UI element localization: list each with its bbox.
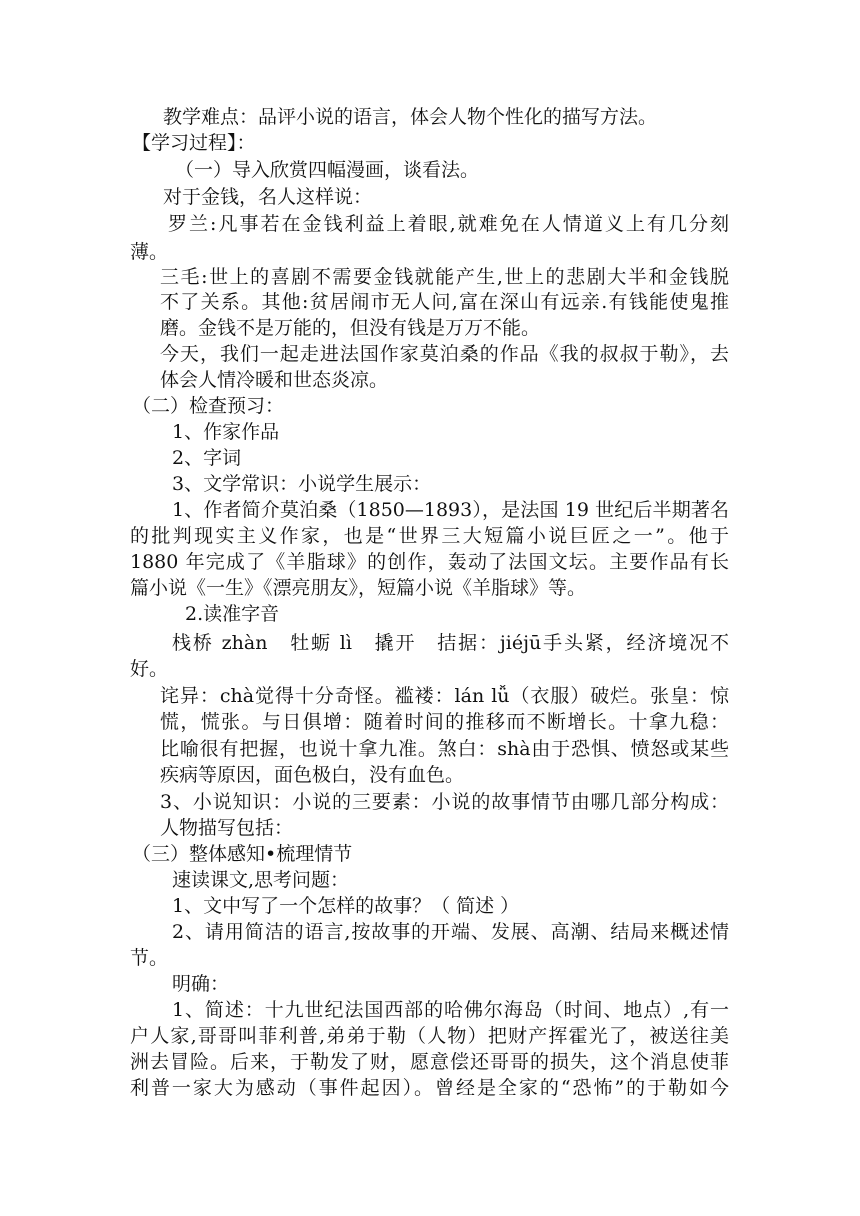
text-line: 1、简述：十九世纪法国西部的哈佛尔海岛（时间、地点）,有一 — [172, 999, 729, 1021]
text-line: 户人家,哥哥叫菲利普,弟弟于勒（人物）把财产挥霍光了，被送往美 — [130, 1025, 729, 1047]
text-line: 磨。金钱不是万能的，但没有钱是万万不能。 — [160, 317, 541, 339]
text-line: 节。 — [130, 947, 169, 969]
text-line: 不了关系。其他:贫居闹市无人问,富在深山有远亲.有钱能使鬼推 — [160, 291, 729, 313]
text-line: 教学难点：品评小说的语言，体会人物个性化的描写方法。 — [163, 106, 658, 128]
text-line: 篇小说《一生》《漂亮朋友》，短篇小说《羊脂球》等。 — [130, 577, 587, 599]
text-line: 1、文中写了一个怎样的故事？（ 简述 ） — [172, 895, 520, 917]
text-line: 2、字词 — [172, 447, 242, 469]
text-line: 人物描写包括： — [160, 817, 294, 839]
text-line: 疾病等原因，面色极白，没有血色。 — [160, 764, 465, 786]
text-line: 罗兰:凡事若在金钱利益上着眼,就难免在人情道义上有几分刻 — [168, 213, 729, 235]
text-line: 利普一家大为感动（事件起因）。曾经是全家的“恐怖”的于勒如今 — [130, 1077, 729, 1099]
section-heading: （二）检查预习： — [132, 395, 285, 417]
text-line: 比喻很有把握，也说十拿九准。煞白：shà由于恐惧、愤怒或某些 — [160, 738, 729, 760]
text-line: 2、请用简洁的语言,按故事的开端、发展、高潮、结局来概述情 — [172, 921, 729, 943]
text-line: 2.读准字音 — [185, 603, 280, 625]
text-line: 薄。 — [130, 241, 169, 263]
text-line: 对于金钱，名人这样说： — [163, 186, 373, 208]
text-line: 速读课文,思考问题： — [172, 869, 350, 891]
text-line: 3、文学常识：小说学生展示： — [172, 473, 432, 495]
text-line: 体会人情冷暖和世态炎凉。 — [160, 369, 389, 391]
text-line: 的批判现实主义作家，也是“世界三大短篇小说巨匠之一”。他于 — [130, 525, 729, 547]
text-line: 1880 年完成了《羊脂球》的创作，轰动了法国文坛。主要作品有长 — [130, 551, 729, 573]
text-line: 今天，我们一起走进法国作家莫泊桑的作品《我的叔叔于勒》，去 — [160, 343, 729, 365]
text-line: 1、作家作品 — [172, 421, 280, 443]
text-line: 明确： — [172, 973, 230, 995]
text-line: 慌，慌张。与日俱增：随着时间的推移而不断增长。十拿九稳： — [160, 711, 729, 733]
text-line: 栈桥 zhàn 牡蛎 lì 撬开 拮据：jiéjū手头紧，经济境况不 — [172, 632, 729, 654]
text-line: （一）导入欣赏四幅漫画，谈看法。 — [175, 159, 480, 181]
text-line: 3、小说知识：小说的三要素：小说的故事情节由哪几部分构成： — [160, 791, 729, 813]
section-heading: （三）整体感知•梳理情节 — [132, 843, 353, 865]
text-line: 三毛:世上的喜剧不需要金钱就能产生,世上的悲剧大半和金钱脱 — [160, 266, 729, 288]
text-line: 诧异：chà觉得十分奇怪。褴褛：lán lǚ（衣服）破烂。张皇：惊 — [160, 685, 729, 707]
text-line: 洲去冒险。后来，于勒发了财，愿意偿还哥哥的损失，这个消息使菲 — [130, 1051, 729, 1073]
section-heading: 【学习过程】： — [132, 132, 256, 154]
text-line: 好。 — [130, 658, 169, 680]
text-line: 1、作者简介莫泊桑（1850—1893），是法国 19 世纪后半期著名 — [172, 499, 729, 521]
